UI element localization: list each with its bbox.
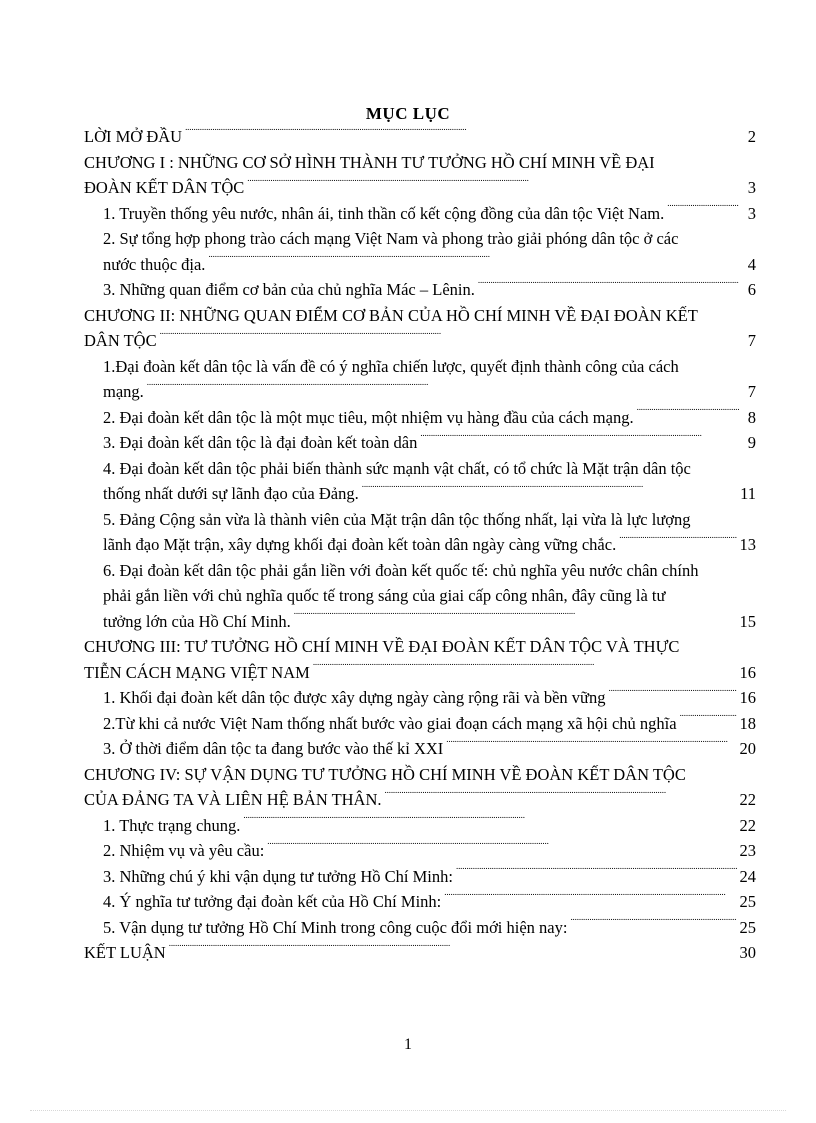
toc-entry-leader-row — [103, 405, 756, 431]
dot-leader — [570, 916, 736, 933]
toc-entry-title: 1. Thực trạng chung. — [103, 815, 241, 835]
toc-entry-leader-row — [103, 685, 756, 711]
dot-leader — [160, 330, 739, 347]
toc-entry-leader-row — [103, 481, 756, 507]
toc-section-entry[interactable] — [103, 813, 756, 839]
toc-entry-line: phải gắn liền với chủ nghĩa quốc tế trong sáng của giai cấp công nhân, đây cũng là tư — [103, 586, 666, 605]
toc-page-number: 2 — [747, 127, 756, 146]
toc-entry-leader-row — [103, 201, 756, 227]
dot-leader — [420, 432, 739, 449]
toc-section-entry[interactable] — [103, 277, 756, 303]
toc-entry-title: 3. Những quan điểm cơ bản của chủ nghĩa Mác – Lênin. — [103, 280, 475, 299]
page-number: 1 — [404, 1036, 412, 1053]
toc-page-number: 24 — [739, 866, 756, 886]
toc-entry-title: KẾT LUẬN — [84, 943, 166, 962]
toc-entry-leader-row — [84, 175, 756, 201]
page-footer-divider — [30, 1110, 786, 1111]
toc-chapter-entry[interactable] — [84, 940, 756, 966]
toc-page-number: 8 — [747, 407, 756, 427]
toc-entry-title: 3. Đại đoàn kết dân tộc là đại đoàn kết toàn dân — [103, 433, 418, 452]
toc-entry-title: 2. Đại đoàn kết dân tộc là một mục tiêu, một nhiệm vụ hàng đầu của cách mạng. — [103, 407, 634, 427]
toc-title: MỤC LỤC — [365, 104, 451, 123]
toc-entry-leader-row — [103, 609, 756, 635]
toc-section-entry[interactable] — [103, 711, 756, 737]
toc-entry-title: 2.Từ khi cả nước Việt Nam thống nhất bước vào giai đoạn cách mạng xã hội chủ nghĩa — [103, 713, 677, 733]
toc-section-entry[interactable] — [103, 405, 756, 431]
toc-entry-leader-row — [84, 787, 756, 813]
toc-entry-title: 2. Nhiệm vụ và yêu cầu: — [103, 841, 265, 860]
dot-leader — [667, 202, 739, 219]
toc-page-number: 18 — [739, 713, 756, 733]
dot-leader — [478, 279, 739, 296]
toc-entry-title: TIỄN CÁCH MẠNG VIỆT NAM — [84, 662, 310, 682]
toc-entry-leader-row — [84, 328, 756, 354]
dot-leader — [362, 483, 737, 500]
toc-section-entry[interactable] — [103, 558, 756, 635]
toc-page-number: 16 — [739, 688, 756, 707]
toc-entry-line: 1.Đại đoàn kết dân tộc là vấn đề có ý nghĩa chiến lược, quyết định thành công của cách — [103, 356, 679, 376]
toc-entry-leader-row — [84, 124, 756, 150]
dot-leader — [444, 891, 736, 908]
toc-chapter-entry[interactable] — [84, 150, 756, 201]
toc-entry-line: CHƯƠNG II: NHỮNG QUAN ĐIỂM CƠ BẢN CỦA HỒ CHÍ MINH VỀ ĐẠI ĐOÀN KẾT — [84, 305, 698, 325]
toc-page-number: 3 — [747, 178, 756, 197]
dot-leader — [680, 712, 737, 729]
toc-section-entry[interactable] — [103, 507, 756, 558]
dot-leader — [294, 610, 737, 627]
toc-entry-title: mạng. — [103, 382, 144, 401]
toc-entry-leader-row — [103, 813, 756, 839]
toc-entry-line: 6. Đại đoàn kết dân tộc phải gắn liền với đoàn kết quốc tế: chủ nghĩa yêu nước chân chính — [103, 560, 699, 580]
toc-page-number: 16 — [739, 662, 756, 682]
toc-entry-leader-row — [103, 379, 756, 405]
toc-page-number: 9 — [747, 433, 756, 452]
dot-leader — [169, 942, 737, 959]
dot-leader — [267, 840, 736, 857]
dot-leader — [637, 406, 739, 423]
toc-entry-title: thống nhất dưới sự lãnh đạo của Đảng. — [103, 484, 359, 503]
toc-page-number: 7 — [747, 382, 756, 401]
toc-section-entry[interactable] — [103, 864, 756, 890]
toc-entry-leader-row — [103, 277, 756, 303]
toc-chapter-entry[interactable] — [84, 634, 756, 685]
dot-leader — [313, 661, 737, 678]
dot-leader — [619, 534, 736, 551]
toc-entry-line: 2. Sự tổng hợp phong trào cách mạng Việt Nam và phong trào giải phóng dân tộc ở các — [103, 229, 679, 248]
toc-section-entry[interactable] — [103, 915, 756, 941]
toc-chapter-entry[interactable] — [84, 303, 756, 354]
toc-page-number: 13 — [739, 535, 756, 554]
toc-entry-line: CHƯƠNG IV: SỰ VẬN DỤNG TƯ TƯỞNG HỒ CHÍ MINH VỀ ĐOÀN KẾT DÂN TỘC — [84, 764, 686, 784]
dot-leader — [446, 738, 736, 755]
toc-entry-title: LỜI MỞ ĐẦU — [84, 127, 183, 146]
toc-entry-line: CHƯƠNG I : NHỮNG CƠ SỞ HÌNH THÀNH TƯ TƯỞNG HỒ CHÍ MINH VỀ ĐẠI — [84, 152, 655, 172]
toc-entry-line: 5. Đảng Cộng sản vừa là thành viên của Mặt trận dân tộc thống nhất, lại vừa là lực lượng — [103, 509, 691, 529]
toc-entry-leader-row — [103, 915, 756, 941]
toc-page-number: 30 — [739, 943, 756, 962]
dot-leader — [243, 814, 736, 831]
toc-entry-title: nước thuộc địa. — [103, 254, 206, 274]
toc-page-number: 22 — [739, 815, 756, 835]
toc-page-number: 7 — [747, 331, 756, 350]
toc-entry-title: DÂN TỘC — [84, 331, 157, 350]
toc-page-number: 20 — [739, 739, 756, 758]
dot-leader — [208, 253, 739, 270]
toc-entry-title: 1. Truyền thống yêu nước, nhân ái, tinh thần cố kết cộng đồng của dân tộc Việt Nam. — [103, 203, 665, 223]
toc-entry-title: 1. Khối đại đoàn kết dân tộc được xây dựng ngày càng rộng rãi và bền vững — [103, 688, 606, 707]
toc-page-number: 4 — [747, 254, 756, 274]
toc-entry-title: lãnh đạo Mặt trận, xây dựng khối đại đoàn kết toàn dân ngày càng vững chắc. — [103, 535, 617, 554]
toc-chapter-entry[interactable] — [84, 124, 756, 150]
toc-page-number: 22 — [739, 790, 756, 809]
toc-entry-line: 4. Đại đoàn kết dân tộc phải biến thành sức mạnh vật chất, có tổ chức là Mặt trận dân tộc — [103, 458, 691, 478]
toc-entry-leader-row — [84, 660, 756, 686]
table-of-contents — [84, 124, 756, 966]
toc-entry-title: tưởng lớn của Hồ Chí Minh. — [103, 611, 291, 631]
toc-entry-title: CỦA ĐẢNG TA VÀ LIÊN HỆ BẢN THÂN. — [84, 790, 382, 809]
toc-entry-title: 4. Ý nghĩa tư tưởng đại đoàn kết của Hồ Chí Minh: — [103, 892, 442, 911]
toc-entry-leader-row — [103, 532, 756, 558]
dot-leader — [608, 687, 736, 704]
toc-entry-line: CHƯƠNG III: TƯ TƯỞNG HỒ CHÍ MINH VỀ ĐẠI ĐOÀN KẾT DÂN TỘC VÀ THỰC — [84, 637, 680, 656]
toc-section-entry[interactable] — [103, 456, 756, 507]
toc-entry-leader-row — [84, 940, 756, 966]
toc-page-number: 25 — [739, 892, 756, 911]
toc-page-number: 15 — [739, 611, 756, 631]
toc-entry-leader-row — [103, 711, 756, 737]
toc-entry-leader-row — [103, 252, 756, 278]
toc-section-entry[interactable] — [103, 226, 756, 277]
toc-entry-title: ĐOÀN KẾT DÂN TỘC — [84, 178, 245, 197]
toc-entry-title: 3. Những chú ý khi vận dụng tư tưởng Hồ Chí Minh: — [103, 866, 453, 886]
toc-section-entry[interactable] — [103, 201, 756, 227]
toc-page-number: 23 — [739, 841, 756, 860]
toc-section-entry[interactable] — [103, 354, 756, 405]
toc-entry-title: 3. Ở thời điểm dân tộc ta đang bước vào thế kỉ XXI — [103, 739, 444, 758]
toc-chapter-entry[interactable] — [84, 762, 756, 813]
toc-section-entry[interactable] — [103, 685, 756, 711]
toc-entry-leader-row — [103, 430, 756, 456]
toc-entry-title: 5. Vận dụng tư tưởng Hồ Chí Minh trong công cuộc đổi mới hiện nay: — [103, 917, 568, 937]
toc-page-number: 3 — [747, 203, 756, 223]
dot-leader — [456, 865, 737, 882]
dot-leader — [247, 177, 739, 194]
dot-leader — [385, 789, 737, 806]
dot-leader — [147, 381, 739, 398]
dot-leader — [185, 126, 739, 143]
toc-section-entry[interactable] — [103, 736, 756, 762]
toc-entry-leader-row — [103, 864, 756, 890]
toc-section-entry[interactable] — [103, 430, 756, 456]
toc-page-number: 25 — [739, 917, 756, 937]
toc-page-number: 6 — [747, 280, 756, 299]
toc-section-entry[interactable] — [103, 889, 756, 915]
toc-entry-leader-row — [103, 889, 756, 915]
toc-entry-leader-row — [103, 838, 756, 864]
toc-entry-leader-row — [103, 736, 756, 762]
toc-page-number: 11 — [740, 484, 756, 503]
toc-section-entry[interactable] — [103, 838, 756, 864]
